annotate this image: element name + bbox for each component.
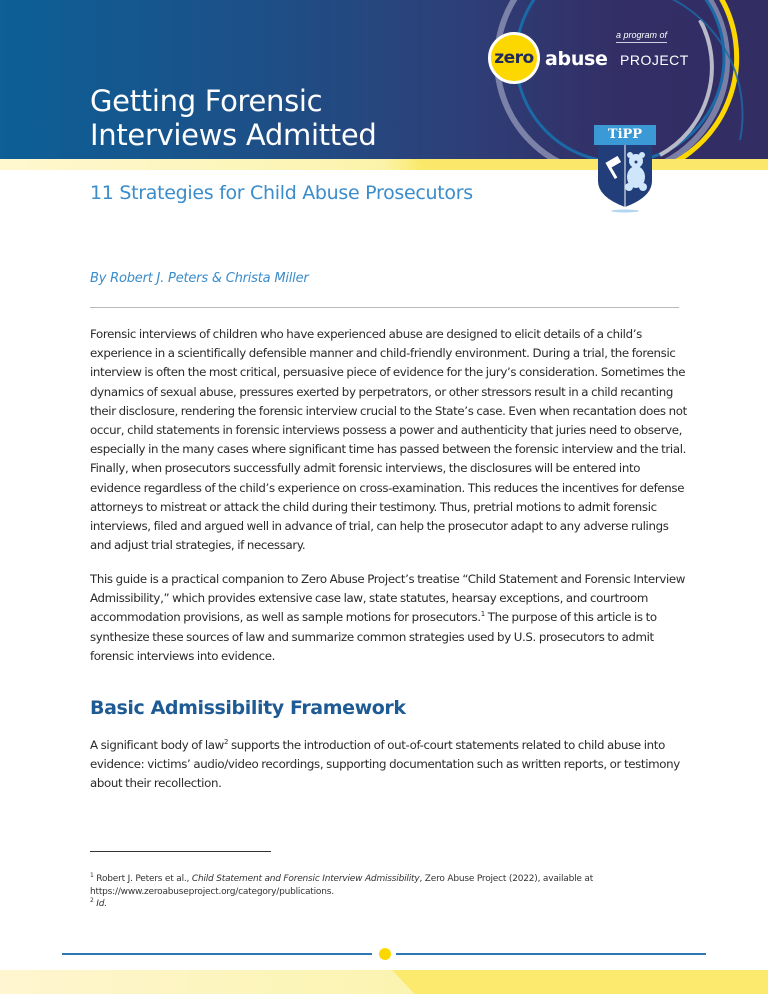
footnote-2 xyxy=(90,898,690,911)
guide-paragraph-text-2: The purpose of this article is to synthesize these sources of law and summarize common strategies used by U.S. prosecutors to admit forensic interviews into evidence. xyxy=(90,610,657,663)
zero-abuse-logo-circle xyxy=(488,32,540,84)
header-stripe-accent xyxy=(410,159,768,170)
footer-line-right xyxy=(396,953,706,955)
author-byline: By Robert J. Peters & Christa Miller xyxy=(90,271,309,286)
section-heading: Basic Admissibility Framework xyxy=(90,697,406,719)
logo-tagline: a program of xyxy=(616,30,667,43)
byline-divider xyxy=(90,307,679,308)
footer-band-accent xyxy=(392,970,768,994)
footnotes xyxy=(90,873,690,911)
footnote-ref-2[interactable]: 2 xyxy=(223,738,229,747)
badge-shadow xyxy=(610,209,640,213)
shield-gavel-teddy-bear-icon xyxy=(598,145,652,209)
guide-paragraph xyxy=(90,570,690,666)
tipp-label: TiPP xyxy=(594,125,656,145)
footer-line-left xyxy=(62,953,372,955)
page-title xyxy=(90,84,377,152)
footnote-text: Robert J. Peters et al., xyxy=(96,874,192,884)
logo-zero-text: zero xyxy=(494,48,534,68)
footnote-1 xyxy=(90,873,690,898)
tipp-badge xyxy=(594,125,656,210)
footnote-title: Id. xyxy=(96,899,107,909)
footnote-text-link[interactable]: , Zero Abuse Project (2022), available at https://www.zeroabuseproject.org/category/publications. xyxy=(90,874,594,897)
title-line-1: Getting Forensic xyxy=(90,84,323,118)
framework-paragraph xyxy=(90,736,690,794)
framework-paragraph-text-1: A significant body of law xyxy=(90,738,224,752)
footnote-ref-1[interactable]: 1 xyxy=(480,610,485,619)
logo-project-text: PROJECT xyxy=(620,52,689,68)
footnote-title: Child Statement and Forensic Interview Admissibility xyxy=(191,874,420,884)
guide-paragraph-text-1: This guide is a practical companion to Zero Abuse Project’s treatise “Child Statement and Forensic Interview Admissibility,” which provides extensive case law, state statutes, hearsay exceptions, and courtroom accommodation provisions, as well as sample motions for prosecutors. xyxy=(90,572,686,625)
footnote-number: 1 xyxy=(90,872,94,879)
footnote-divider xyxy=(90,851,271,852)
title-line-2: Interviews Admitted xyxy=(90,118,377,152)
page-subtitle: 11 Strategies for Child Abuse Prosecutors xyxy=(90,182,473,204)
intro-paragraph: Forensic interviews of children who have experienced abuse are designed to elicit details of a child’s experience in a scientifically defensible manner and child-friendly environment. During a trial, the forensic interview is often the most critical, persuasive piece of evidence for the jury’s consideration. Sometimes the dynamics of sexual abuse, pressures exerted by perpetrators, or other stressors result in a child recanting their disclosure, rendering the forensic interview crucial to the State’s case. Even when recantation does not occur, child statements in forensic interviews possess a power and authenticity that juries need to observe, especially in the many cases where significant time has passed between the forensic interview and the trial. Finally, when prosecutors successfully admit forensic interviews, the disclosures will be entered into evidence regardless of the child’s experience on cross-examination. This reduces the incentives for defense attorneys to mistreat or attack the child during their testimony. Thus, pretrial motions to admit forensic interviews, filed and argued well in advance of trial, can help the prosecutor adapt to any adverse rulings and adjust trial strategies, if necessary. xyxy=(90,327,687,553)
logo-abuse-text: abuse xyxy=(545,48,608,70)
footnote-number: 2 xyxy=(90,897,94,904)
footer-dot-icon xyxy=(379,948,391,960)
framework-paragraph-text-2: supports the introduction of out-of-court statements related to child abuse into evidence: victims’ audio/video recordings, supporting documentation such as written reports, or testimony about their recollection. xyxy=(90,738,680,791)
